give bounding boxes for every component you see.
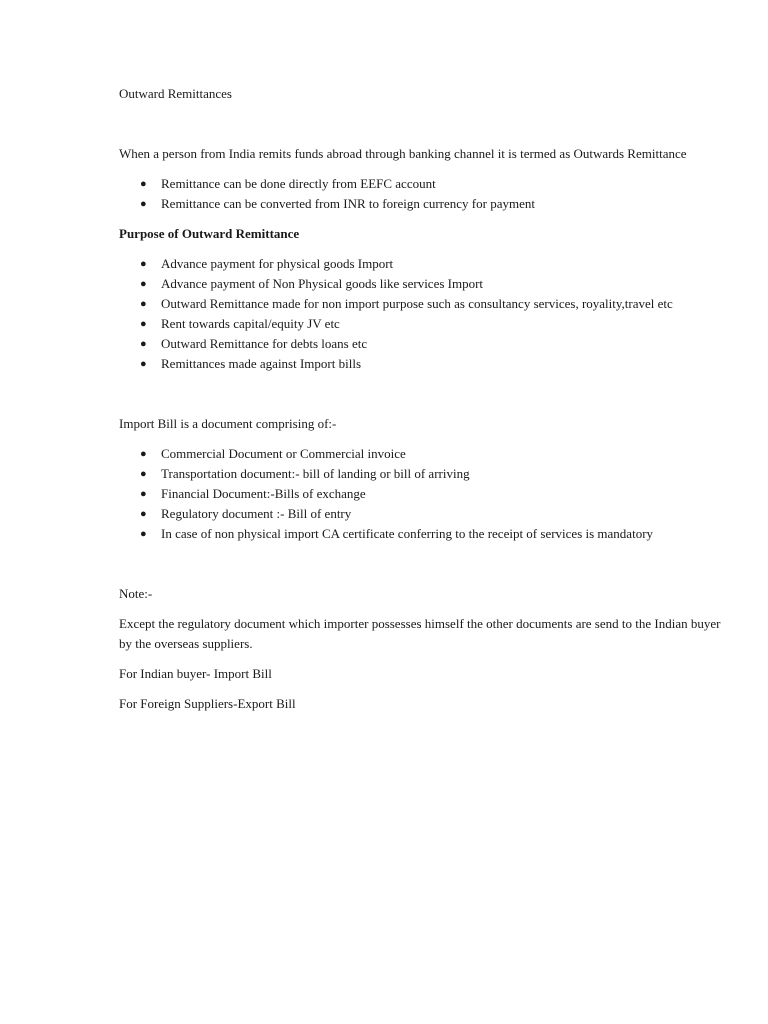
remittance-list bbox=[119, 174, 729, 214]
list-item: ● Transportation document:- bill of landing or bill of arriving bbox=[119, 464, 729, 484]
bullet-icon: ● bbox=[140, 358, 147, 370]
import-bill-intro: Import Bill is a document comprising of:- bbox=[119, 416, 337, 431]
list-item: ● In case of non physical import CA certificate conferring to the receipt of services is mandatory bbox=[119, 524, 729, 544]
bullet-icon: ● bbox=[140, 468, 147, 480]
list-item: ● Regulatory document :- Bill of entry bbox=[119, 504, 729, 524]
bullet-icon: ● bbox=[140, 318, 147, 330]
document-page bbox=[119, 84, 729, 724]
list-item: ● Financial Document:-Bills of exchange bbox=[119, 484, 729, 504]
list-item: ● Advance payment of Non Physical goods like services Import bbox=[119, 274, 729, 294]
purpose-list bbox=[119, 254, 729, 374]
indian-buyer-line: For Indian buyer- Import Bill bbox=[119, 666, 272, 681]
document-title: Outward Remittances bbox=[119, 86, 232, 101]
list-item: ● Outward Remittance for debts loans etc bbox=[119, 334, 729, 354]
bullet-icon: ● bbox=[140, 278, 147, 290]
import-bill-list bbox=[119, 444, 729, 544]
list-item: ● Remittance can be converted from INR to foreign currency for payment bbox=[119, 194, 729, 214]
list-item: ● Advance payment for physical goods Import bbox=[119, 254, 729, 274]
bullet-icon: ● bbox=[140, 338, 147, 350]
bullet-icon: ● bbox=[140, 488, 147, 500]
note-paragraph: Except the regulatory document which importer possesses himself the other documents are send to the Indian buyer by the overseas suppliers. bbox=[119, 616, 721, 651]
purpose-heading: Purpose of Outward Remittance bbox=[119, 226, 300, 241]
bullet-icon: ● bbox=[140, 298, 147, 310]
foreign-supplier-line: For Foreign Suppliers-Export Bill bbox=[119, 696, 296, 711]
list-item: ● Commercial Document or Commercial invoice bbox=[119, 444, 729, 464]
bullet-icon: ● bbox=[140, 258, 147, 270]
note-label: Note:- bbox=[119, 586, 153, 601]
list-item: ● Rent towards capital/equity JV etc bbox=[119, 314, 729, 334]
bullet-icon: ● bbox=[140, 198, 147, 210]
list-item: ● Outward Remittance made for non import purpose such as consultancy services, royality,travel etc bbox=[119, 294, 729, 314]
list-item: ● Remittances made against Import bills bbox=[119, 354, 729, 374]
bullet-icon: ● bbox=[140, 508, 147, 520]
bullet-icon: ● bbox=[140, 528, 147, 540]
bullet-icon: ● bbox=[140, 178, 147, 190]
intro-paragraph: When a person from India remits funds abroad through banking channel it is termed as Outwards Remittance bbox=[119, 146, 687, 161]
list-item: ● Remittance can be done directly from EEFC account bbox=[119, 174, 729, 194]
bullet-icon: ● bbox=[140, 448, 147, 460]
